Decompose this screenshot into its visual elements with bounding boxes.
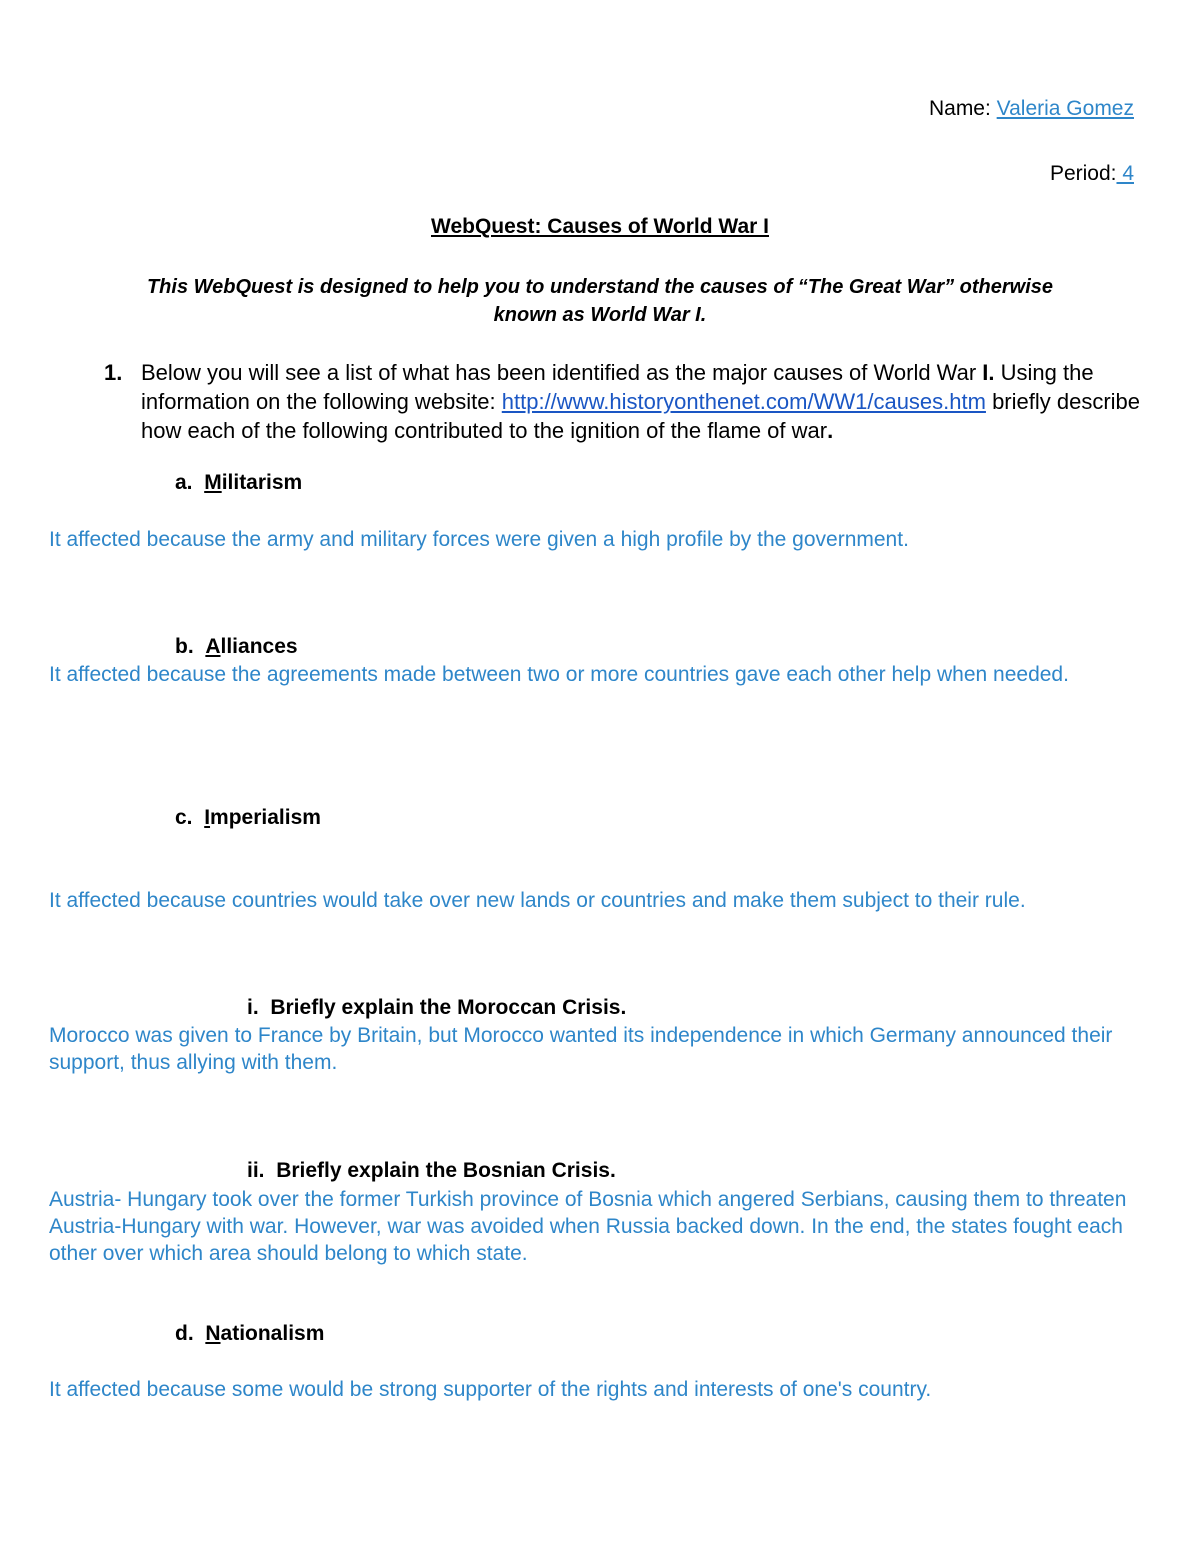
question-roman: I. xyxy=(982,360,995,385)
answer-alliances[interactable]: It affected because the agreements made between two or more countries gave each other help when needed. xyxy=(49,663,1069,686)
section-letter: d. xyxy=(175,1322,194,1345)
section-letter: b. xyxy=(175,635,194,658)
section-initial: I xyxy=(204,806,211,829)
period-label: Period: xyxy=(1049,162,1117,185)
name-value[interactable]: Valeria Gomez xyxy=(996,97,1134,120)
question-text-part: Using the information on the following website: xyxy=(141,360,1094,414)
answer-imperialism[interactable]: It affected because countries would take over new lands or countries and make them subject to their rule. xyxy=(49,889,1026,912)
section-title: Briefly explain the Moroccan Crisis. xyxy=(270,996,627,1019)
section-letter: c. xyxy=(175,806,193,829)
section-title: ilitarism xyxy=(221,471,303,494)
name-line xyxy=(929,97,1134,121)
section-title: ationalism xyxy=(220,1322,325,1345)
section-numeral: ii. xyxy=(247,1159,265,1182)
section-initial: M xyxy=(204,471,222,494)
question-number: 1. xyxy=(104,360,123,385)
answer-nationalism[interactable]: It affected because some would be strong supporter of the rights and interests of one's country. xyxy=(49,1378,932,1401)
question-1-text xyxy=(141,358,1154,445)
page-title: WebQuest: Causes of World War I xyxy=(431,215,769,238)
name-label: Name: xyxy=(928,97,997,120)
question-text-part: Below you will see a list of what has been identified as the major causes of World War xyxy=(141,360,983,385)
section-initial: N xyxy=(205,1322,221,1345)
period-value[interactable]: 4 xyxy=(1116,162,1134,185)
heading-nationalism xyxy=(175,1322,324,1346)
heading-bosnian-crisis xyxy=(247,1159,616,1183)
question-period: . xyxy=(827,418,834,443)
heading-alliances xyxy=(175,635,298,659)
section-initial: A xyxy=(205,635,221,658)
heading-militarism xyxy=(175,471,302,495)
answer-moroccan-crisis[interactable]: Morocco was given to France by Britain, but Morocco wanted its independence in which Germany announced their support, thus allying with them. xyxy=(49,1024,1113,1074)
answer-militarism[interactable]: It affected because the army and military forces were given a high profile by the government. xyxy=(49,528,909,551)
question-1 xyxy=(104,358,1154,445)
section-title: Briefly explain the Bosnian Crisis. xyxy=(276,1159,616,1182)
intro-line-1: This WebQuest is designed to help you to understand the causes of “The Great War” otherwise xyxy=(146,276,1054,298)
heading-imperialism xyxy=(175,806,321,830)
heading-moroccan-crisis xyxy=(247,996,626,1020)
intro-line-2: known as World War I. xyxy=(493,304,707,326)
answer-bosnian-crisis[interactable]: Austria- Hungary took over the former Turkish province of Bosnia which angered Serbians, causing them to threaten Austria-Hungary with war. However, war was avoided when Russia backed down. In the end, the states fought each other over which area should belong to which state. xyxy=(49,1188,1127,1265)
causes-link[interactable]: http://www.historyonthenet.com/WW1/causes.htm xyxy=(501,389,986,414)
section-letter: a. xyxy=(175,471,193,494)
section-title: lliances xyxy=(220,635,298,658)
section-numeral: i. xyxy=(247,996,259,1019)
period-line xyxy=(1050,162,1134,186)
section-title: mperialism xyxy=(210,806,321,829)
question-text-part: briefly describe how each of the following contributed to the ignition of the flame of war xyxy=(141,389,1141,443)
